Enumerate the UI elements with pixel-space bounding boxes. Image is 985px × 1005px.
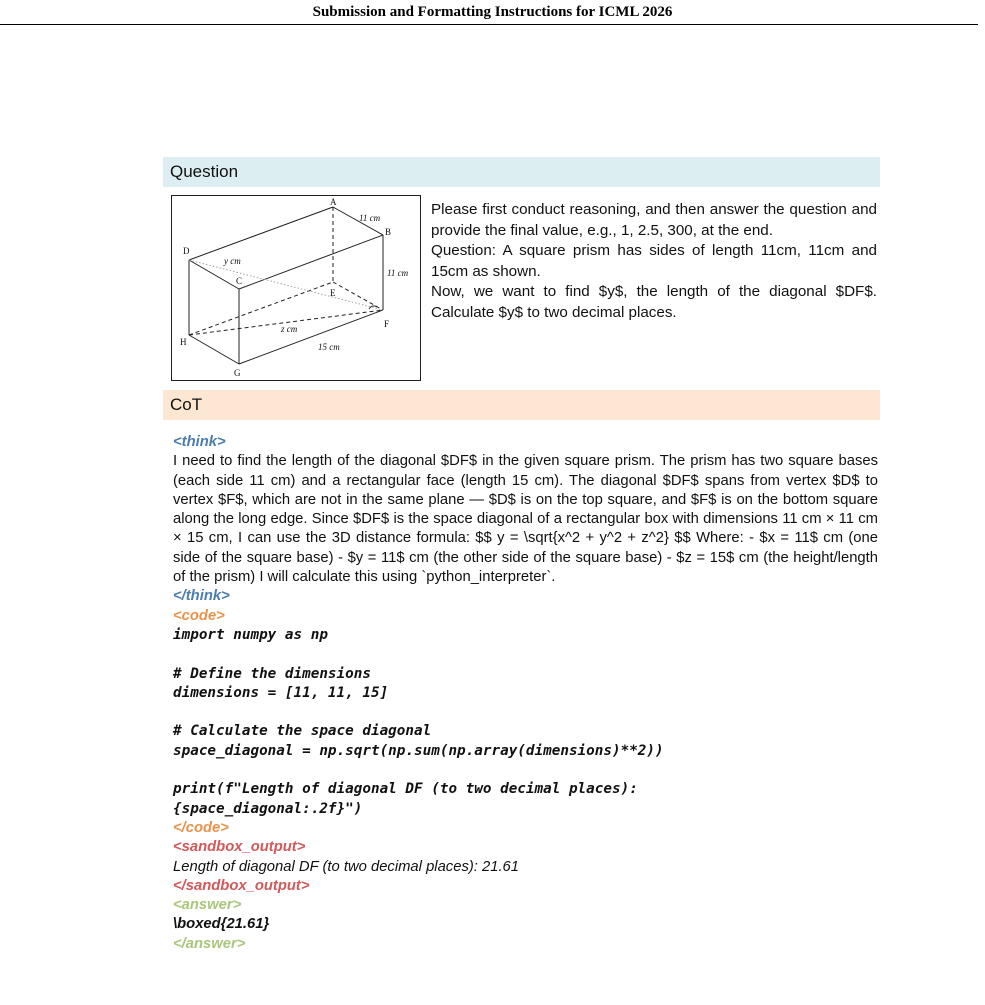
code-open-tag: <code> — [173, 607, 225, 624]
sandbox-open-tag: <sandbox_output> — [173, 839, 306, 856]
running-title: Submission and Formatting Instructions for ICML 2026 — [312, 4, 673, 20]
vertex-c-label: C — [236, 276, 243, 286]
prism-figure — [171, 195, 421, 381]
z-label: z cm — [281, 324, 298, 334]
prism-diagram — [172, 196, 420, 380]
vertex-a-label: A — [330, 197, 337, 207]
cot-body — [173, 433, 878, 954]
top-edge-length: 11 cm — [359, 213, 381, 223]
cot-section-header: CoT — [163, 390, 880, 420]
vertex-d-label: D — [183, 246, 190, 256]
think-open-tag: <think> — [173, 434, 226, 450]
edge-da — [189, 207, 333, 260]
final-answer: \boxed{21.61} — [173, 916, 270, 933]
vertex-g-label: G — [234, 368, 241, 378]
space-diagonal-df — [189, 260, 383, 310]
vertex-b-label: B — [385, 227, 392, 237]
side-edge-length: 11 cm — [387, 268, 409, 278]
answer-open-tag: <answer> — [173, 897, 242, 914]
code-block: import numpy as np # Define the dimensions dimensions = [11, 11, 15] # Calculate the space diagonal space_diagonal = np.sqrt(np.sum(np.array(dimensions)**2)) print(f"Length of diagonal DF (to two decimal places): {space_diagonal:.2f}") — [173, 626, 664, 817]
hidden-edge-he — [189, 282, 333, 335]
bottom-edge-length: 15 cm — [318, 342, 340, 352]
code-close-tag: </code> — [173, 819, 229, 836]
sandbox-close-tag: </sandbox_output> — [173, 877, 310, 894]
edge-hg — [189, 335, 239, 364]
vertex-h-label: H — [180, 337, 187, 347]
instruction-paragraph: Please first conduct reasoning, and then answer the question and provide the final value, e.g., 1, 2.5, 300, at the end. — [431, 201, 877, 239]
think-paragraph: I need to find the length of the diagonal $DF$ in the given square prism. The prism has two square bases (each side 11 cm) and a rectangular face (length 15 cm). The diagonal $DF$ spans from vertex $D$ to vertex $F$, which are not in the same plane — $D$ is on the top square, and $F$ is on the bottom square along the long edge. Since $DF$ is the space diagonal of a rectangular box with dimensions 11 cm × 11 cm × 15 cm, I can use the 3D distance formula: $$ y = \sqrt{x^2 + y^2 + z^2} $$ Where: - $x = 11$ cm (one side of the square base) - $y = 11$ cm (the other side of the square base) - $z = 15$ cm (the height/length of the prism) I will calculate this using `python_interpreter`. — [173, 453, 878, 586]
vertex-e-label: E — [330, 288, 336, 298]
sandbox-output: Length of diagonal DF (to two decimal places): 21.61 — [173, 858, 520, 875]
vertex-f-label: F — [384, 319, 390, 329]
y-label: y cm — [224, 256, 241, 266]
question-section-header: Question — [163, 157, 880, 187]
edge-cb — [239, 235, 383, 289]
question-paragraph: Question: A square prism has sides of length 11cm, 11cm and 15cm as shown. — [431, 242, 877, 280]
task-paragraph: Now, we want to find $y$, the length of the diagonal $DF$. Calculate $y$ to two decimal places. — [431, 283, 877, 321]
edge-gf — [239, 310, 383, 364]
think-close-tag: </think> — [173, 588, 230, 605]
question-text — [431, 200, 877, 323]
header-rule — [0, 24, 978, 25]
answer-close-tag: </answer> — [173, 935, 246, 952]
